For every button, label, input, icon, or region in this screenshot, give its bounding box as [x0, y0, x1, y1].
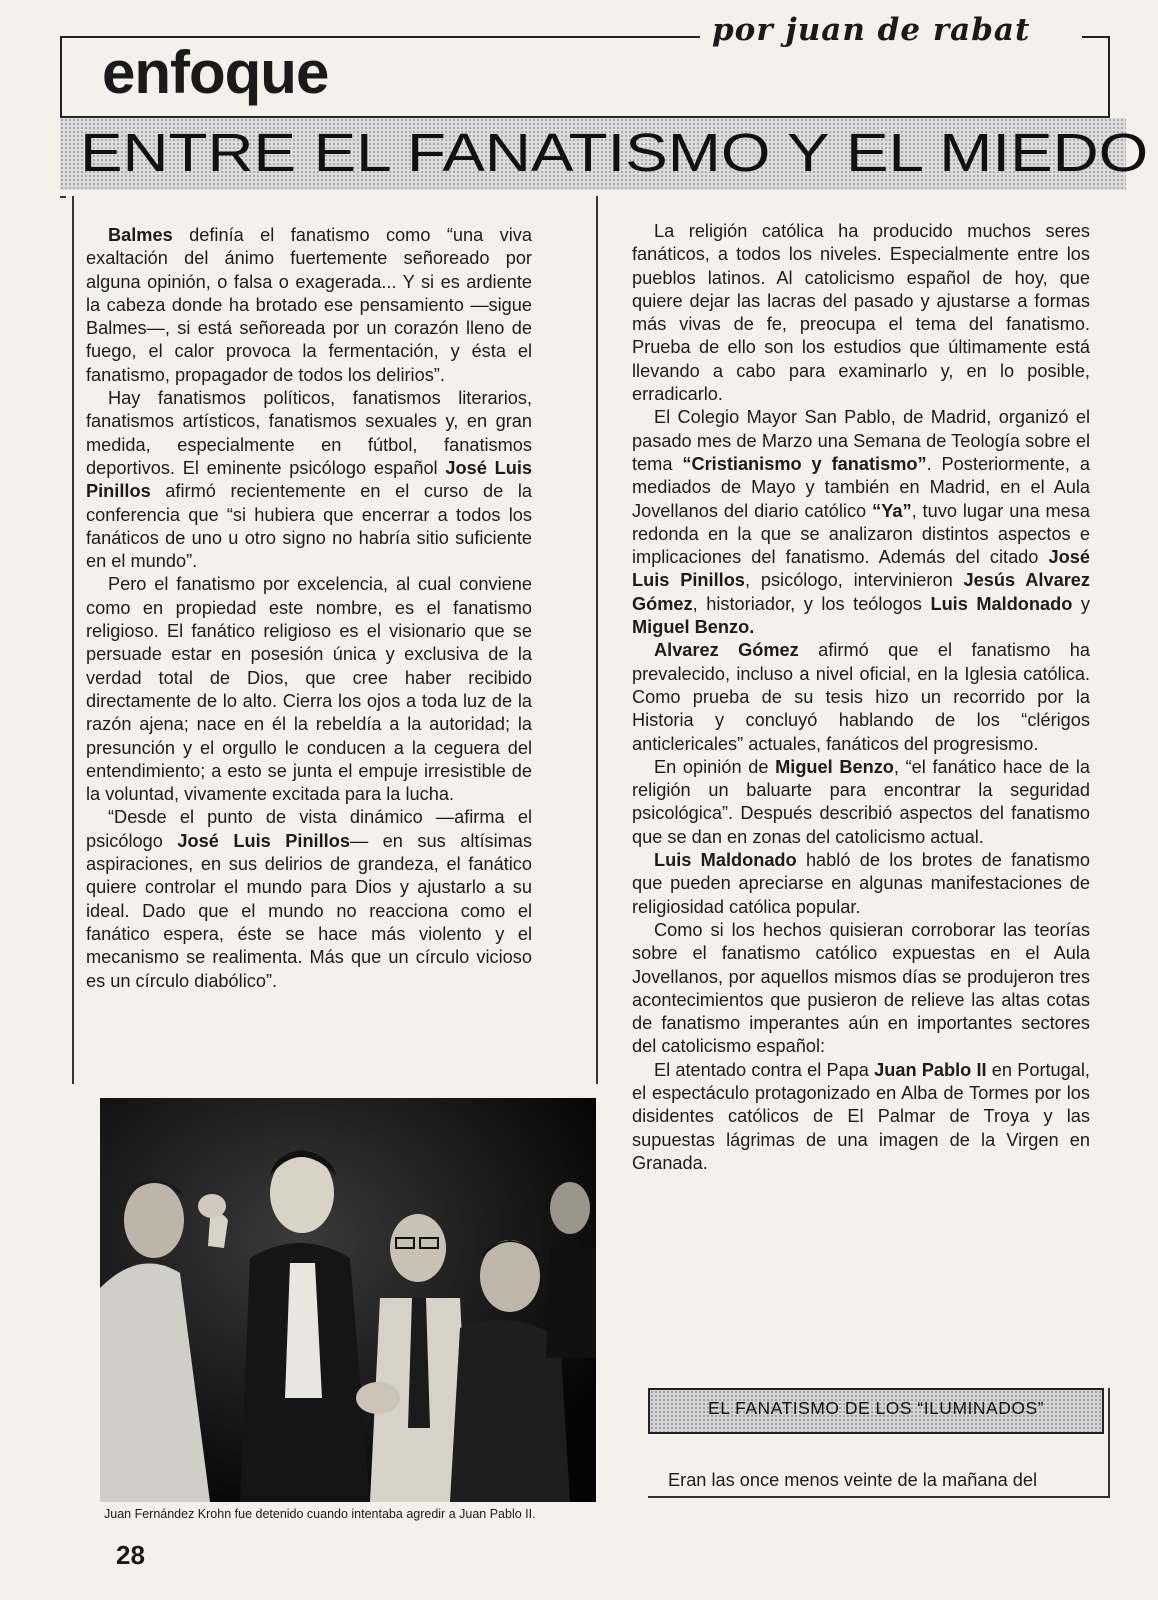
page-number: 28 — [116, 1540, 145, 1570]
headline: ENTRE EL FANATISMO Y EL MIEDO — [80, 123, 1149, 183]
paragraph — [632, 639, 1090, 755]
bold-name: Luis Maldonado — [930, 593, 1073, 614]
bold-name: José Luis Pinillos — [177, 830, 350, 851]
photo-caption: Juan Fernández Krohn fue detenido cuando intentaba agredir a Juan Pablo II. — [104, 1507, 536, 1521]
photo-illustration — [100, 1098, 596, 1502]
paragraph — [632, 406, 1090, 639]
paragraph-text: El atentado contra el Papa — [654, 1059, 875, 1080]
paragraph-text: En opinión de — [654, 756, 776, 777]
paragraph-text: , tuvo lugar una mesa redonda en la que se analizaron distintos aspectos e implicaciones del fanatismo. Además del citado — [632, 500, 1091, 568]
paragraph — [632, 756, 1090, 849]
paragraph: La religión católica ha producido muchos seres fanáticos, a todos los niveles. Especialmente entre los pueblos latinos. Al catolicismo español de hoy, que quiere dejar las lacras del pasado y ajustarse a formas más vivas de fe, preocupa el tema del fanatismo. Prueba de ello son los estudios que últimamente está llevando a cabo para examinarlo y, en lo posible, erradicarlo. — [632, 221, 1090, 405]
sidebar-title: EL FANATISMO DE LOS “ILUMINADOS” — [708, 1398, 1044, 1418]
paragraph — [86, 224, 532, 387]
paragraph-text: habló de los brotes de fanatismo que pueden apreciarse en algunas manifestaciones de religiosidad católica popular. — [632, 850, 1090, 917]
bold-name: José Luis Pinillos — [86, 457, 532, 502]
paragraph-text: , historiador, y los teólogos — [692, 593, 931, 614]
bold-name: Balmes — [108, 225, 173, 245]
bold-name: Miguel Benzo. — [632, 617, 755, 638]
bold-name: Juan Pablo II — [874, 1059, 987, 1080]
left-column — [86, 224, 532, 993]
bold-name: José Luis Pinillos — [632, 547, 1090, 591]
top-left-rule-stub — [60, 196, 66, 198]
paragraph — [632, 849, 1090, 919]
paragraph: Pero el fanatismo por excelencia, al cual conviene como en propiedad este nombre, es el fanatismo religioso. El fanático religioso es el visionario que se persuade estar en posesión única y exclusiva de la verdad total de Dios, que cree haber recibido directamente de lo alto. Cierra los ojos a toda luz de la razón ajena; nace en él la rebeldía a la autoridad; la presunción y el orgullo le conducen a la ceguera del entendimiento; a esto se junta el empuje irresistible de la voluntad, vivamente excitada para la lucha. — [86, 574, 532, 805]
paragraph-text: — en sus altísimas aspiraciones, en sus delirios de grandeza, el fanático quiere controlar el mundo para Dios y ajustarlo a su ideal. Dado que el mundo no reacciona como el fanático espera, éste se hace más violento y el mecanismo se realimenta. Más que un círculo vicioso es un círculo diabólico”. — [86, 830, 532, 991]
paragraph-text: y — [1072, 593, 1090, 614]
paragraph-text: afirmó que el fanatismo ha prevalecido, incluso a nivel oficial, en la Iglesia católica. Como prueba de su tesis hizo un recorrido por la Historia y concluyó hablando de los “clérigos anticlericales” actuales, fanáticos del progresismo. — [632, 640, 1090, 754]
bold-name: Jesús Alvarez Gómez — [632, 570, 1091, 614]
sidebar-bottom-rule — [648, 1496, 1110, 1498]
byline: por juan de rabat — [712, 12, 1031, 48]
sidebar-right-rule — [1108, 1388, 1110, 1496]
paragraph — [86, 387, 532, 573]
bold-name: Luis Maldonado — [654, 850, 797, 871]
paragraph — [86, 806, 532, 992]
bold-name: Miguel Benzo — [775, 756, 894, 777]
paragraph-text: afirmó recientemente en el curso de la conferencia que “si hubiera que encerrar a todos los fanáticos de uno u otro signo no habría sitio suficiente en el mundo”. — [86, 481, 532, 572]
sidebar-text: Eran las once menos veinte de la mañana del — [668, 1470, 1038, 1490]
header-top-rule-right — [1082, 36, 1110, 38]
paragraph-text: definía el fanatismo como “una viva exaltación del ánimo fuertemente señoreado por alguna opinión, o falsa o exagerada... Y si es ardiente la cabeza donde ha brotado ese pensamiento —sigue Balmes—, si está señoreada por un corazón lleno de fuego, el calor provoca la fermentación, y ésta el fanatismo, propagador de todos los delirios”. — [86, 225, 532, 385]
bold-name: Alvarez Gómez — [654, 640, 799, 661]
bold-name: “Cristianismo y fanatismo” — [682, 453, 927, 474]
center-column-rule — [596, 196, 598, 1084]
paragraph-text: . Posteriormente, a mediados de Mayo y también en Madrid, en el Aula Jovellanos del diario católico — [632, 453, 1090, 521]
news-photo — [100, 1098, 596, 1502]
paragraph-text: Hay fanatismos políticos, fanatismos literarios, fanatismos artísticos, fanatismos sexuales y, en gran medida, especialmente en fútbol, fanatismos deportivos. El eminente psicólogo español — [86, 388, 532, 478]
paragraph — [632, 1059, 1090, 1175]
paragraph: Como si los hechos quisieran corroborar las teorías sobre el fanatismo católico expuestas en el Aula Jovellanos, por aquellos mismos días se produjeron tres acontecimientos que pusieron de relieve las altas cotas de fanatismo imperantes aún en importantes sectores del catolicismo español: — [632, 919, 1090, 1057]
paragraph-text: , psicólogo, intervinieron — [744, 570, 964, 591]
bold-name: “Ya” — [872, 500, 912, 521]
paragraph-text: , “el fanático hace de la religión un baluarte para encontrar la seguridad psicológica”. Después describió aspectos del fanatismo que se dan en zonas del catolicismo actual. — [632, 756, 1090, 847]
left-column-rule — [72, 196, 74, 1084]
right-column — [632, 220, 1090, 1175]
section-label: enfoque — [102, 39, 329, 106]
paragraph-text: en Portugal, el espectáculo protagonizado en Alba de Tormes por los disidentes católicos de El Palmar de Troya y las supuestas lágrimas de una imagen de la Virgen en Granada. — [632, 1059, 1090, 1173]
paragraph-text: “Desde el punto de vista dinámico —afirma el psicólogo — [86, 807, 532, 851]
paragraph-text: El Colegio Mayor San Pablo, de Madrid, organizó el pasado mes de Marzo una Semana de Teología sobre el tema — [632, 407, 1090, 474]
